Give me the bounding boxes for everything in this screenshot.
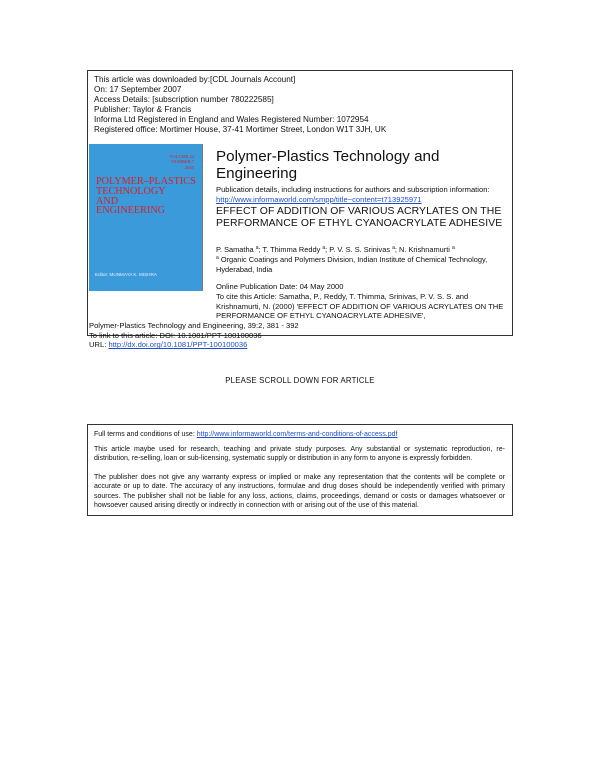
author-affil-mark: a <box>255 245 259 251</box>
download-line: On: 17 September 2007 <box>94 85 182 94</box>
affiliation-text: Organic Coatings and Polymers Division, Indian Institute of Chemical Technology, Hyderabad, India <box>216 255 488 274</box>
download-line: Informa Ltd Registered in England and Wales Registered Number: 1072954 <box>94 115 369 124</box>
cover-volume-line: 2005 <box>185 164 194 170</box>
terms-prefix: Full terms and conditions of use: <box>94 431 195 438</box>
cover-title-line: POLYMER–PLASTICS <box>96 176 196 187</box>
author-affil-mark: a <box>322 245 326 251</box>
cover-volume-line: VOLUME 44 <box>169 154 194 159</box>
citation-text: To cite this Article: Samatha, P., Reddy, T. Thimma, Srinivas, P. V. S. S. and Krishnamurti, N. (2000) 'EFFECT OF ADDITION OF VARIOUS ACRYLATES ON THE PERFORMANCE OF ETHYL CYANOACRYLATE ADHESIVE', <box>216 292 504 321</box>
publication-details-text: Publication details, including instructions for authors and subscription information: <box>216 185 490 194</box>
cover-title-line: ENGINEERING <box>96 205 166 217</box>
journal-cover-image <box>89 144 203 291</box>
cover-title-line: TECHNOLOGY <box>96 185 166 197</box>
cover-editor: Editor: MUNMAYA K. MISHRA <box>95 272 157 277</box>
author-name: T. Thimma Reddy <box>262 245 321 254</box>
author-name: P. V. S. S. Srinivas <box>329 245 391 254</box>
publication-details <box>216 185 490 204</box>
author-affil-mark: a <box>392 245 395 251</box>
doi-url-link[interactable]: http://dx.doi.org/10.1081/PPT-100100036 <box>108 340 248 350</box>
citation-journal: Polymer-Plastics Technology and Engineering, 39:2, 381 - 392 <box>89 321 299 330</box>
download-info-lines <box>94 75 386 135</box>
citation-continuation <box>89 321 299 350</box>
author-name: P. Samatha <box>216 245 254 254</box>
online-publication-date: Online Publication Date: 04 May 2000 <box>216 282 344 291</box>
cover-volume-line: NUMBER 7 <box>171 159 194 165</box>
url-label: URL: <box>89 340 107 350</box>
article-title: EFFECT OF ADDITION OF VARIOUS ACRYLATES ON THE PERFORMANCE OF ETHYL CYANOACRYLATE ADHESIVE <box>216 206 503 230</box>
download-line: Publisher: Taylor & Francis <box>94 105 192 114</box>
terms-link[interactable]: http://www.informaworld.com/terms-and-conditions-of-access.pdf <box>196 431 398 438</box>
terms-paragraph-disclaimer: The publisher does not give any warranty express or implied or make any representation that the contents will be complete or accurate or up to date. The accuracy of any instructions, formulae and drug doses should be independently verified with primary sources. The publisher shall not be liable for any loss, actions, claims, proceedings, demand or costs or damages whatsoever or howsoever caused arising directly or indirectly in connection with or arising out of the use of this material. <box>94 474 505 509</box>
download-line: This article was downloaded by:[CDL Journals Account] <box>94 75 296 84</box>
terms-line <box>94 430 397 439</box>
author-name: N. Krishnamurti <box>399 245 450 254</box>
doi-line: To link to this article: DOI: 10.1081/PPT-100100036 <box>89 330 262 340</box>
scroll-down-notice: PLEASE SCROLL DOWN FOR ARTICLE <box>225 376 375 385</box>
url-line <box>89 340 299 350</box>
terms-box <box>87 424 513 516</box>
publication-link[interactable]: http://www.informaworld.com/smpp/title~content=t713925971 <box>216 194 422 204</box>
affiliation-mark: a <box>216 255 219 261</box>
download-line: Registered office: Mortimer House, 37-41 Mortimer Street, London W1T 3JH, UK <box>94 125 387 134</box>
terms-paragraph-usage: This article maybe used for research, teaching and private study purposes. Any substantial or systematic reproduction, re-distribution, re-selling, loan or sub-licensing, systematic supply or distribution in any form to anyone is expressly forbidden. <box>94 446 505 463</box>
download-line: Access Details: [subscription number 780222585] <box>94 95 274 104</box>
affiliation <box>216 255 516 274</box>
cover-title-line: AND <box>96 195 119 207</box>
cover-volume <box>169 154 194 170</box>
author-affil-mark: a <box>452 245 455 251</box>
journal-title: Polymer-Plastics Technology and Engineering <box>216 148 440 182</box>
cover-title <box>96 177 200 216</box>
author-list: P. Samatha $^a$; T. Thimma Reddy $^a$; P. V. S. S. Srinivas $^a$; N. Krishnamurti $^a$ <box>216 245 455 254</box>
